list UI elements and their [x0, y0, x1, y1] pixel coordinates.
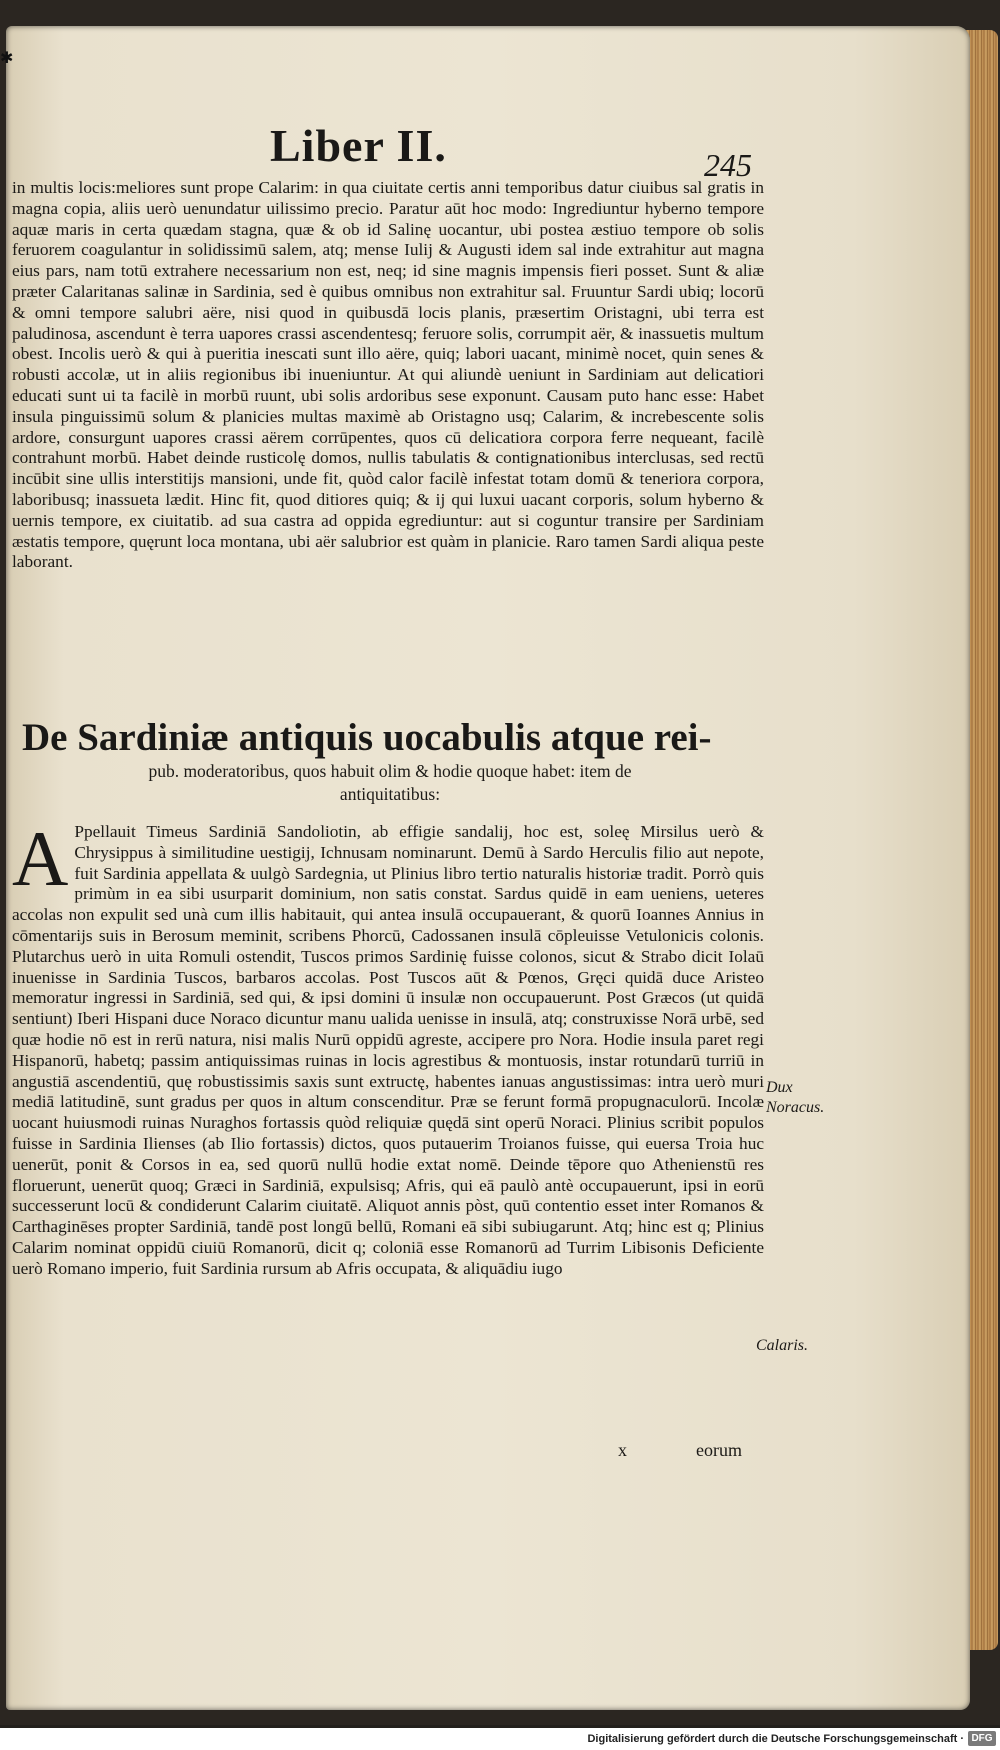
footer-credit: Digitalisierung gefördert durch die Deutsche Forschungsgemeinschaft ·	[587, 1733, 964, 1745]
marginal-note-dux-noracus: Dux Noracus.	[766, 1079, 825, 1116]
section-heading: De Sardiniæ antiquis uocabulis atque rei-	[22, 716, 712, 759]
paragraph-names-text: Ppellauit Timeus Sardiniā Sandoliotin, ab effigie sandalij, hoc est, soleę Mirsilus uerò & Chrysippus à similitudine uestigij, Ichnusam nominarunt. Demū à Sardo Herculis filio aut nepote, fuit Sardinia appellata & uulgò Sardegnia, ut Plinius libro tertio naturalis historiæ tradit. Porrò quis primùm in ea sibi usurparit dominium, non satis constat. Sardus quidē in eam ueniens, ueteres accolas non expulit sed unà cum illis habitauit, qui antea insulā occupauerant, & quorū Ioannes Annius in cōmentarijs suis in Berosum meminit, scribens Phorcū, Cadossanen insulā cōpleuisse Vetulonicis colonis. Plutarchus uerò in uita Romuli ostendit, Tuscos primos Sardinię fuisse colonos, sicut & Strabo dicit Iolaū inuenisse in Sardinia Tuscos, barbaros accolas. Post Tuscos aūt & Pœnos, Gręci quidā duce Aristeo memoratur ingressi in Sardiniā, sed qui, & ipsi domini ū insulæ non occupauerunt. Post Græcos (ut quidā sentiunt) Iberi Hispani duce Noraco dicuntur manu ualida uenisse in insulā, atq; construxisse Norā urbē, sed quæ hodie nō est in rerū natura, nisi malis Nurū oppidū agreste, accipere pro Nora. Hodie insula paret regi Hispanorū, habetq; passim antiquissimas ruinas in locis agrestibus & montuosis, instar rotundarū turriū in angustiā ascendentiū, quę robustissimis saxis sunt extructę, habentes ianuas angustissimas: intra uerò muri mediā latitudinē, sunt gradus per quos in altum conscenditur. Præ se ferunt formā propugnaculorū. Incolæ uocant huiusmodi ruinas Nuraghos fortassis quòd reliquiæ quędā sint operū Noraci. Plinius scribit populos fuisse in Sardinia Ilienses (ab Ilio fortassis) dictos, quos putauerim Troianos fuisse, qui euersa Troia huc uenerūt, ponit & Corsos in ea, sed quorū nullū hodie extat nomē. Deinde tēpore quo Athenienstū res floruerunt, uenerūt quoq; Græci in Sardiniā, expulsisq; Afris, qui eā paulò antè occupauerunt, ipsi in eorū successerunt locū & condiderunt Calarim ciuitatē. Aliquot annis pòst, quū contentio esset inter Romanos & Carthaginēses propter Sardiniā, tandē post longū bellū, Romani eā sibi subiugarunt. Atq; hinc est q; Plinius Calarim nominat oppidū ciuiū Romanorū, dicit q; coloniā esse Romanorū ad Turrim Libisonis Deficiente uerò Romano imperio, fuit Sardinia rursum ab Afris occupata, & aliquādiu iugo	[12, 822, 764, 1278]
page-marker: ✱	[0, 48, 14, 67]
paragraph-names-and-history	[12, 815, 764, 1438]
section-subheading: pub. moderatoribus, quos habuit olim & hodie quoque habet: item de antiquitatibus:	[148, 761, 632, 804]
dfg-logo: DFG	[968, 1731, 996, 1746]
page-number: 245	[704, 147, 752, 183]
digitization-footer	[0, 1728, 1000, 1750]
drop-cap: A	[12, 815, 69, 902]
signature-mark: x	[618, 1440, 627, 1460]
paragraph-salt-and-climate: in multis locis:meliores sunt prope Calarim: in qua ciuitate certis anni temporibus datur ciuibus sal gratis in magna copia, aliis uerò uenundatur uilissimo precio. Paratur aūt hoc modo: Ingrediuntur hyberno tempore aquæ maris in certa quædam stagna, quæ & ob id Salinę uocantur, ubi postea æstiuo tempore ob solis feruorem coagulantur in solidissimū salem, atq; mense Iulij & Augusti idem sal inde extrahitur aut magna eius pars, nam totū extrahere necessarium non est, neq; id sine magnis impensis fieri posset. Sunt & aliæ præter Calaritanas salinæ in Sardinia, sed è quibus omnibus non extrahitur sal. Fruuntur Sardi ubiq; locorū & omni tempore salubri aëre, nisi quod in quibusdā locis planis, præsertim Oristagni, ubi terra est paludinosa, ascendunt è terra uapores crassi ascendentesq; feruore solis, corrumpit aër, & inassuetis multum obest. Incolis uerò & qui à pueritia inescati sunt illo aëre, quiq; labori uacant, minimè nocet, quin senes & robusti accolæ, ut in aliis regionibus ibi inueniuntur. At qui aliundè ueniunt in Sardiniam aut delicatiori educati sunt ui ta facilè in morbū ruunt, ubi solis ardoribus sese exponunt. Causam puto hanc esse: Habet insula pinguissimū solum & planicies multas maximè ab Oristagno usq; Calarim, & increbescente solis ardore, consurgunt uapores crassi aërem corrūpentes, quos cū delicatiora corpora ferre nequeant, facilè contrahunt morbū. Habet deinde rusticolę domos, nullis tabulatis & contignationibus interclusas, sed rectū incūbit sine ullis interstitijs mansioni, unde fit, quòd calor facilè infestat totam domū & teneriora corpora, laboribusq; inassueta lædit. Hinc fit, quod ditiores quiq; & ij qui luxui uacant corporis, solum hyberno & uernis tempore, ex ciuitatib. ad sua castra ad oppida egrediuntur: aut si coguntur transire per Sardiniam æstatis tempore, quęrunt loca montana, ubi aër salubrior est quàm in planicie. Raro tamen Sardi aliqua peste laborant.	[12, 178, 764, 572]
running-head: Liber II.	[270, 120, 447, 171]
marginal-note-calaris: Calaris.	[756, 1337, 809, 1354]
catchword: eorum	[696, 1440, 742, 1460]
